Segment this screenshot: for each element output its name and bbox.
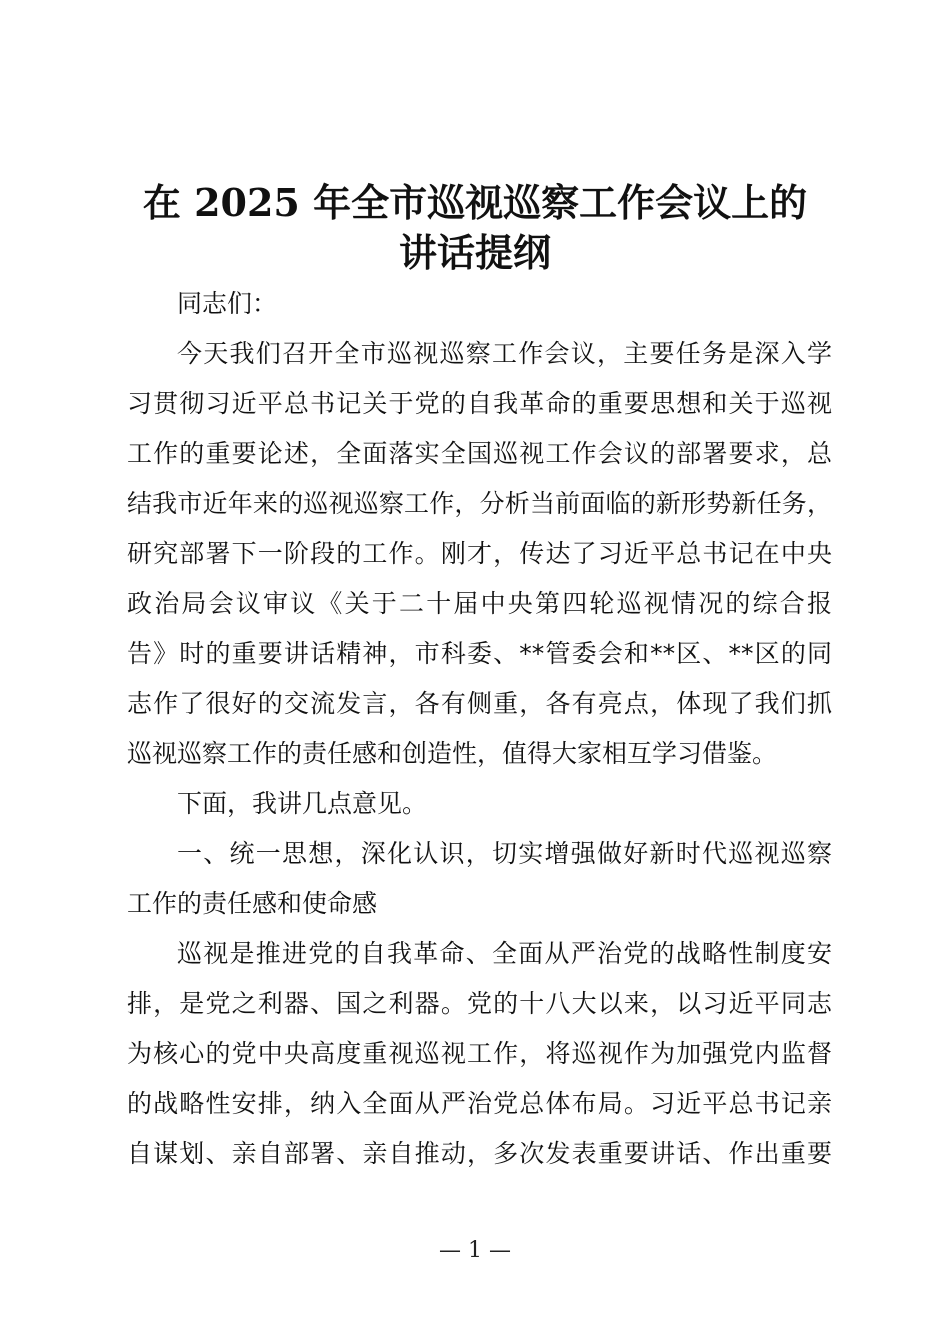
greeting: 同志们：	[177, 289, 278, 318]
paragraph-line: 巡视巡察工作的责任感和创造性，值得大家相互学习借鉴。	[127, 739, 778, 768]
paragraph-line: 排，是党之利器、国之利器。党的十八大以来，以习近平同志	[127, 989, 832, 1018]
paragraph-line: 巡视是推进党的自我革命、全面从严治党的战略性制度安	[177, 939, 832, 968]
section-heading-line: 一、统一思想，深化认识，切实增强做好新时代巡视巡察	[177, 839, 832, 868]
paragraph-line: 结我市近年来的巡视巡察工作，分析当前面临的新形势新任务，	[127, 489, 832, 518]
paragraph-line: 告》时的重要讲话精神，市科委、**管委会和**区、**区的同	[127, 639, 832, 668]
paragraph-line: 下面，我讲几点意见。	[177, 789, 428, 818]
paragraph-line: 工作的重要论述，全面落实全国巡视工作会议的部署要求，总	[127, 439, 832, 468]
paragraph-line: 习贯彻习近平总书记关于党的自我革命的重要思想和关于巡视	[127, 389, 832, 418]
paragraph-line: 自谋划、亲自部署、亲自推动，多次发表重要讲话、作出重要	[127, 1139, 832, 1168]
section-heading-line: 工作的责任感和使命感	[127, 889, 378, 918]
paragraph-line: 为核心的党中央高度重视巡视工作，将巡视作为加强党内监督	[127, 1039, 832, 1068]
paragraph-line: 今天我们召开全市巡视巡察工作会议，主要任务是深入学	[177, 339, 832, 368]
paragraph-line: 政治局会议审议《关于二十届中央第四轮巡视情况的综合报	[127, 589, 832, 618]
paragraph-line: 的战略性安排，纳入全面从严治党总体布局。习近平总书记亲	[127, 1089, 832, 1118]
document-title	[0, 178, 950, 278]
document-body	[127, 279, 832, 1179]
paragraph-line: 研究部署下一阶段的工作。刚才，传达了习近平总书记在中央	[127, 539, 832, 568]
title-line-1: 在 2025 年全市巡视巡察工作会议上的	[142, 180, 808, 225]
title-line-2: 讲话提纲	[398, 230, 551, 275]
paragraph-line: 志作了很好的交流发言，各有侧重，各有亮点，体现了我们抓	[127, 689, 832, 718]
page-number: — 1 —	[439, 1238, 511, 1263]
